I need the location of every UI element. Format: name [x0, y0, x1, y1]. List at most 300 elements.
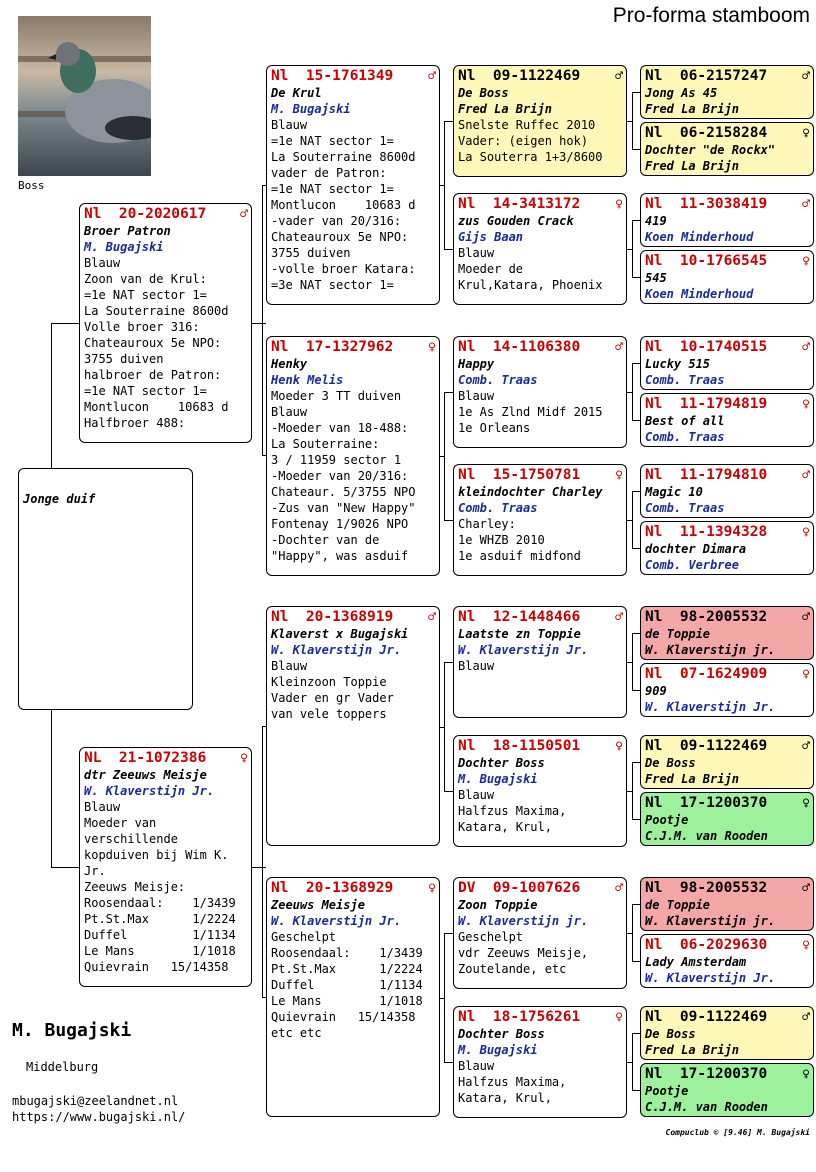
connector-line — [51, 323, 79, 324]
female-icon: ♀ — [802, 796, 810, 811]
connector-line — [632, 1033, 633, 1090]
ring-number: Nl 11-1794819 — [645, 396, 768, 412]
info-line: 3755 duiven — [271, 246, 351, 260]
connector-line — [444, 933, 445, 1062]
ring-number: Nl 20-1368929 — [271, 880, 394, 896]
bird-name: Zeeuws Meisje — [271, 898, 365, 912]
connector-line — [632, 904, 640, 905]
info-line: Blauw — [271, 118, 308, 132]
info-line: 1e As Zlnd Midf 2015 — [458, 405, 603, 419]
breeder-name: Fred La Brijn — [645, 1043, 739, 1057]
connector-line — [632, 491, 633, 548]
bird-card-father[interactable] — [79, 203, 252, 443]
bird-name: Pootje — [645, 1084, 689, 1098]
info-line: etc etc — [271, 1026, 322, 1040]
info-line: Katara, Krul, — [458, 1091, 552, 1105]
bird-header — [645, 467, 810, 484]
female-icon: ♀ — [802, 1067, 810, 1082]
info-line: Blauw — [84, 256, 121, 270]
bird-card-g8[interactable] — [640, 521, 814, 575]
ring-number: Nl 06-2157247 — [645, 68, 768, 84]
info-line: van vele toppers — [271, 707, 387, 721]
info-line: Blauw — [458, 246, 495, 260]
bird-header — [271, 880, 436, 897]
bird-header — [458, 467, 623, 484]
info-line: Blauw — [84, 800, 121, 814]
info-line: -Moeder van 18-488: — [271, 421, 409, 435]
ring-number: Nl 12-1448466 — [458, 609, 581, 625]
info-line: Charley: — [458, 517, 516, 531]
info-line: Blauw — [458, 788, 495, 802]
ring-number: Nl 06-2158284 — [645, 125, 768, 141]
bird-header — [645, 68, 810, 85]
connector-line — [262, 185, 266, 186]
breeder-name: W. Klaverstijn jr. — [458, 914, 589, 928]
connector-line — [444, 520, 453, 521]
bird-name: Zoon Toppie — [458, 898, 538, 912]
bird-card-g4[interactable] — [640, 250, 814, 304]
ring-number: DV 09-1007626 — [458, 880, 581, 896]
bird-header — [645, 738, 810, 755]
ring-number: Nl 98-2005532 — [645, 880, 768, 896]
ring-number: Nl 14-3413172 — [458, 196, 581, 212]
info-line: vdr Zeeuws Meisje, — [458, 946, 589, 960]
bird-card-fmf[interactable] — [453, 336, 627, 448]
bird-card-g3[interactable] — [640, 193, 814, 247]
info-line: Halfzus Maxima, — [458, 1075, 567, 1089]
info-line: Duffel 1/1134 — [271, 978, 423, 992]
bird-header — [645, 1009, 810, 1026]
connector-line — [444, 249, 453, 250]
connector-line — [51, 323, 52, 468]
info-line: Quievrain 15/14358 — [84, 960, 229, 974]
bird-name: Happy — [458, 357, 495, 371]
female-icon: ♀ — [802, 667, 810, 682]
connector-line — [444, 392, 445, 520]
info-line: Chateaur. 5/3755 NPO — [271, 485, 416, 499]
breeder-name: M. Bugajski — [84, 240, 164, 254]
bird-name: zus Gouden Crack — [458, 214, 574, 228]
info-line: Quievrain 15/14358 — [271, 1010, 416, 1024]
connector-line — [632, 690, 640, 691]
ring-number: Nl 10-1766545 — [645, 253, 768, 269]
female-icon: ♀ — [802, 938, 810, 953]
female-icon: ♀ — [615, 197, 623, 212]
connector-line — [632, 904, 633, 961]
owner-contact — [12, 1093, 185, 1125]
bird-card-fm[interactable] — [266, 336, 440, 576]
female-icon: ♀ — [615, 1010, 623, 1025]
breeder-name: W. Klaverstijn jr. — [645, 914, 776, 928]
info-line: Volle broer 316: — [84, 320, 200, 334]
bird-name: Best of all — [645, 414, 725, 428]
bird-header — [645, 125, 810, 142]
ring-number: Nl 17-1200370 — [645, 795, 768, 811]
connector-line — [632, 633, 633, 690]
male-icon: ♂ — [802, 610, 810, 625]
bird-name: de Toppie — [645, 627, 711, 641]
info-line: Krul,Katara, Phoenix — [458, 278, 603, 292]
ring-number: Nl 10-1740515 — [645, 339, 768, 355]
info-line: verschillende — [84, 832, 178, 846]
owner-email[interactable]: mbugajski@zeelandnet.nl — [12, 1094, 179, 1108]
bird-card-fff[interactable] — [453, 65, 627, 177]
bird-name: Jong As 45 — [645, 86, 718, 100]
bird-header — [645, 937, 810, 954]
bird-card-g5[interactable] — [640, 336, 814, 390]
info-line: La Souterraine 8600d — [271, 150, 416, 164]
male-icon: ♂ — [802, 197, 810, 212]
info-line: Le Mans 1/1018 — [84, 944, 236, 958]
info-line: Zeeuws Meisje: — [84, 880, 186, 894]
info-line: -vader van 20/316: — [271, 214, 402, 228]
bird-header — [458, 68, 623, 85]
bird-header — [84, 206, 248, 223]
bird-name: De Boss — [645, 756, 696, 770]
connector-line — [444, 933, 453, 934]
info-line: Snelste Ruffec 2010 — [458, 118, 596, 132]
connector-line — [632, 548, 640, 549]
ring-number: Nl 11-1794810 — [645, 467, 768, 483]
info-line: Roosendaal: 1/3439 — [271, 946, 423, 960]
breeder-name: Comb. Verbree — [645, 558, 739, 572]
info-line: =1e NAT sector 1= — [84, 384, 207, 398]
bird-header — [458, 880, 623, 897]
bird-name: Laatste zn Toppie — [458, 627, 581, 641]
male-icon: ♂ — [802, 739, 810, 754]
male-icon: ♂ — [802, 69, 810, 84]
info-line: Blauw — [458, 389, 495, 403]
male-icon: ♂ — [615, 610, 623, 625]
bird-name: Broer Patron — [84, 224, 171, 238]
bird-card-g16[interactable] — [640, 1063, 814, 1117]
connector-line — [444, 392, 453, 393]
connector-line — [444, 1062, 453, 1063]
connector-line — [632, 633, 640, 634]
info-line: =3e NAT sector 1= — [271, 278, 394, 292]
ring-number: Nl 14-1106380 — [458, 339, 581, 355]
info-line: Kleinzoon Toppie — [271, 675, 387, 689]
bird-header — [458, 196, 623, 213]
bird-card-mff[interactable] — [453, 606, 627, 718]
male-icon: ♂ — [615, 340, 623, 355]
connector-line — [632, 149, 640, 150]
bird-card-g1[interactable] — [640, 65, 814, 119]
male-icon: ♂ — [802, 881, 810, 896]
ring-number: NL 21-1072386 — [84, 750, 207, 766]
connector-line — [632, 762, 633, 819]
info-line: La Souterraine: — [271, 437, 380, 451]
bird-name: de Toppie — [645, 898, 711, 912]
connector-line — [252, 867, 266, 868]
connector-line — [632, 762, 640, 763]
info-line: Blauw — [458, 659, 495, 673]
bird-header — [271, 609, 436, 626]
male-icon: ♂ — [615, 881, 623, 896]
info-line: =1e NAT sector 1= — [271, 182, 394, 196]
connector-line — [632, 420, 640, 421]
bird-card-g10[interactable] — [640, 663, 814, 717]
connector-line — [51, 710, 52, 867]
ring-number: Nl 09-1122469 — [645, 738, 768, 754]
ring-number: Nl 18-1150501 — [458, 738, 581, 754]
connector-line — [632, 92, 633, 149]
bird-card-g9[interactable] — [640, 606, 814, 660]
connector-line — [262, 726, 266, 727]
male-icon: ♂ — [802, 340, 810, 355]
bird-card-g7[interactable] — [640, 464, 814, 518]
ring-number: Nl 11-1394328 — [645, 524, 768, 540]
breeder-name: M. Bugajski — [271, 102, 351, 116]
bird-header — [271, 68, 436, 85]
female-icon: ♀ — [240, 751, 248, 766]
info-line: Jr. — [84, 864, 106, 878]
connector-line — [262, 455, 266, 456]
bird-name: 545 — [645, 271, 667, 285]
breeder-name: W. Klaverstijn Jr. — [458, 643, 589, 657]
female-icon: ♀ — [428, 340, 436, 355]
connector-line — [632, 819, 640, 820]
bird-name: dtr Zeeuws Meisje — [84, 768, 207, 782]
info-line: Le Mans 1/1018 — [271, 994, 423, 1008]
info-line: 1e asduif midfond — [458, 549, 581, 563]
bird-header — [645, 609, 810, 626]
bird-name: 419 — [645, 214, 667, 228]
bird-header — [645, 396, 810, 413]
info-line: Moeder 3 TT duiven — [271, 389, 402, 403]
ring-number: Nl 98-2005532 — [645, 609, 768, 625]
bird-header — [645, 196, 810, 213]
page-title: Pro-forma stamboom — [612, 4, 810, 27]
ring-number: Nl 18-1756261 — [458, 1009, 581, 1025]
bird-header — [645, 524, 810, 541]
bird-name: kleindochter Charley — [458, 485, 603, 499]
male-icon: ♂ — [802, 1010, 810, 1025]
bird-name: Dochter Boss — [458, 1027, 545, 1041]
info-line: Pt.St.Max 1/2224 — [84, 912, 236, 926]
info-line: =1e NAT sector 1= — [84, 288, 207, 302]
breeder-name: Fred La Brijn — [458, 102, 552, 116]
info-line: Duffel 1/1134 — [84, 928, 236, 942]
female-icon: ♀ — [802, 397, 810, 412]
female-icon: ♀ — [615, 739, 623, 754]
breeder-name: Koen Minderhoud — [645, 230, 754, 244]
bird-card-mf[interactable] — [266, 606, 440, 846]
ring-number: Nl 09-1122469 — [645, 1009, 768, 1025]
breeder-name: W. Klaverstijn Jr. — [271, 643, 402, 657]
info-line: halbroer de Patron: — [84, 368, 222, 382]
info-line: Blauw — [271, 405, 308, 419]
breeder-name: C.J.M. van Rooden — [645, 829, 768, 843]
breeder-name: W. Klaverstijn jr. — [645, 643, 776, 657]
bird-header — [645, 1066, 810, 1083]
info-line: La Souterraine 8600d — [84, 304, 229, 318]
bird-card-ff[interactable] — [266, 65, 440, 305]
breeder-name: Fred La Brijn — [645, 159, 739, 173]
breeder-name: W. Klaverstijn Jr. — [645, 700, 776, 714]
info-line: -Moeder van 20/316: — [271, 469, 409, 483]
bird-card-g11[interactable] — [640, 735, 814, 789]
ring-number: Nl 07-1624909 — [645, 666, 768, 682]
connector-line — [444, 121, 453, 122]
info-line: Katara, Krul, — [458, 820, 552, 834]
connector-line — [252, 323, 266, 324]
bird-header — [645, 253, 810, 270]
connector-line — [632, 491, 640, 492]
connector-line — [632, 277, 640, 278]
info-line: Geschelpt — [458, 930, 524, 944]
bird-name: Henky — [271, 357, 308, 371]
connector-line — [444, 662, 445, 791]
bird-header — [271, 339, 436, 356]
bird-card-mmf[interactable] — [453, 877, 627, 989]
breeder-name: C.J.M. van Rooden — [645, 1100, 768, 1114]
bird-card-ffm[interactable] — [453, 193, 627, 305]
subject-box — [18, 468, 193, 710]
bird-name: Klaverst x Bugajski — [271, 627, 409, 641]
info-line: 3755 duiven — [84, 352, 164, 366]
connector-line — [262, 185, 263, 455]
bird-name: Dochter "de Rockx" — [645, 143, 776, 157]
bird-card-g14[interactable] — [640, 934, 814, 988]
bird-header — [84, 750, 248, 767]
info-line: Blauw — [271, 659, 308, 673]
info-line: -Zus van "New Happy" — [271, 501, 416, 515]
owner-city: Middelburg — [26, 1060, 99, 1074]
connector-line — [632, 220, 633, 277]
info-line: Fontenay 1/9026 NPO — [271, 517, 409, 531]
bird-header — [645, 795, 810, 812]
bird-name: Pootje — [645, 813, 689, 827]
info-line: Vader en gr Vader — [271, 691, 394, 705]
connector-line — [632, 92, 640, 93]
bird-card-g13[interactable] — [640, 877, 814, 931]
info-line: Montlucon 10683 d — [84, 400, 229, 414]
bird-card-g2[interactable] — [640, 122, 814, 176]
subject-label: Jonge duif — [23, 492, 96, 506]
bird-card-g6[interactable] — [640, 393, 814, 447]
info-line: Halfzus Maxima, — [458, 804, 567, 818]
breeder-name: W. Klaverstijn Jr. — [645, 971, 776, 985]
bird-name: Dochter Boss — [458, 756, 545, 770]
breeder-name: Gijs Baan — [458, 230, 524, 244]
ring-number: Nl 11-3038419 — [645, 196, 768, 212]
ring-number: Nl 17-1200370 — [645, 1066, 768, 1082]
breeder-name: M. Bugajski — [458, 1043, 538, 1057]
connector-line — [632, 961, 640, 962]
info-line: 1e Orleans — [458, 421, 531, 435]
info-line: 3 / 11959 sector 1 — [271, 453, 402, 467]
info-line: "Happy", was asduif — [271, 549, 409, 563]
info-line: Zoon van de Krul: — [84, 272, 207, 286]
breeder-name: Henk Melis — [271, 373, 344, 387]
bird-header — [645, 339, 810, 356]
bird-card-g15[interactable] — [640, 1006, 814, 1060]
bird-header — [645, 880, 810, 897]
info-line: Moeder de — [458, 262, 524, 276]
info-line: 1e WHZB 2010 — [458, 533, 545, 547]
info-line: Vader: (eigen hok) — [458, 134, 589, 148]
breeder-name: Koen Minderhoud — [645, 287, 754, 301]
pigeon-photo — [18, 16, 151, 176]
male-icon: ♂ — [428, 69, 436, 84]
bird-header — [645, 666, 810, 683]
connector-line — [51, 867, 79, 868]
connector-line — [444, 662, 453, 663]
bird-header — [458, 339, 623, 356]
connector-line — [262, 997, 266, 998]
ring-number: Nl 15-1761349 — [271, 68, 394, 84]
info-line: vader de Patron: — [271, 166, 387, 180]
female-icon: ♀ — [428, 881, 436, 896]
breeder-name: Comb. Traas — [458, 501, 538, 515]
bird-header — [458, 738, 623, 755]
info-line: Chateauroux 5e NPO: — [271, 230, 409, 244]
breeder-name: Comb. Traas — [458, 373, 538, 387]
owner-website[interactable]: https://www.bugajski.nl/ — [12, 1110, 186, 1124]
breeder-name: Comb. Traas — [645, 501, 725, 515]
bird-header — [458, 609, 623, 626]
owner-name: M. Bugajski — [12, 1020, 132, 1041]
info-line: Montlucon 10683 d — [271, 198, 416, 212]
male-icon: ♂ — [428, 610, 436, 625]
connector-line — [632, 363, 640, 364]
info-line: Chateauroux 5e NPO: — [84, 336, 222, 350]
info-line: Geschelpt — [271, 930, 337, 944]
connector-line — [262, 726, 263, 997]
female-icon: ♀ — [615, 468, 623, 483]
bird-card-mmm[interactable] — [453, 1006, 627, 1118]
bird-card-g12[interactable] — [640, 792, 814, 846]
connector-line — [632, 363, 633, 420]
female-icon: ♀ — [802, 525, 810, 540]
connector-line — [444, 791, 453, 792]
bird-name: Lucky 515 — [645, 357, 711, 371]
bird-name: Magic 10 — [645, 485, 703, 499]
male-icon: ♂ — [240, 207, 248, 222]
info-line: Blauw — [458, 1059, 495, 1073]
bird-header — [458, 1009, 623, 1026]
ring-number: Nl 20-2020617 — [84, 206, 207, 222]
breeder-name: W. Klaverstijn Jr. — [271, 914, 402, 928]
info-line: Pt.St.Max 1/2224 — [271, 962, 423, 976]
bird-card-mother[interactable] — [79, 747, 252, 987]
info-line: Halfbroer 488: — [84, 416, 186, 430]
breeder-name: Comb. Traas — [645, 430, 725, 444]
bird-card-mfm[interactable] — [453, 735, 627, 847]
bird-name: Lady Amsterdam — [645, 955, 747, 969]
info-line: Roosendaal: 1/3439 — [84, 896, 236, 910]
ring-number: Nl 09-1122469 — [458, 68, 581, 84]
connector-line — [632, 220, 640, 221]
bird-name: De Boss — [645, 1027, 696, 1041]
info-line: =1e NAT sector 1= — [271, 134, 394, 148]
info-line: -volle broer Katara: — [271, 262, 416, 276]
bird-card-mm[interactable] — [266, 877, 440, 1117]
breeder-name: Comb. Traas — [645, 373, 725, 387]
ring-number: Nl 17-1327962 — [271, 339, 394, 355]
bird-name: dochter Dimara — [645, 542, 747, 556]
female-icon: ♀ — [802, 254, 810, 269]
info-line: Moeder van — [84, 816, 157, 830]
breeder-name: Fred La Brijn — [645, 772, 739, 786]
female-icon: ♀ — [802, 126, 810, 141]
connector-line — [632, 1033, 640, 1034]
bird-card-fmm[interactable] — [453, 464, 627, 576]
info-line: -Dochter van de — [271, 533, 380, 547]
ring-number: Nl 20-1368919 — [271, 609, 394, 625]
ring-number: Nl 06-2029630 — [645, 937, 768, 953]
